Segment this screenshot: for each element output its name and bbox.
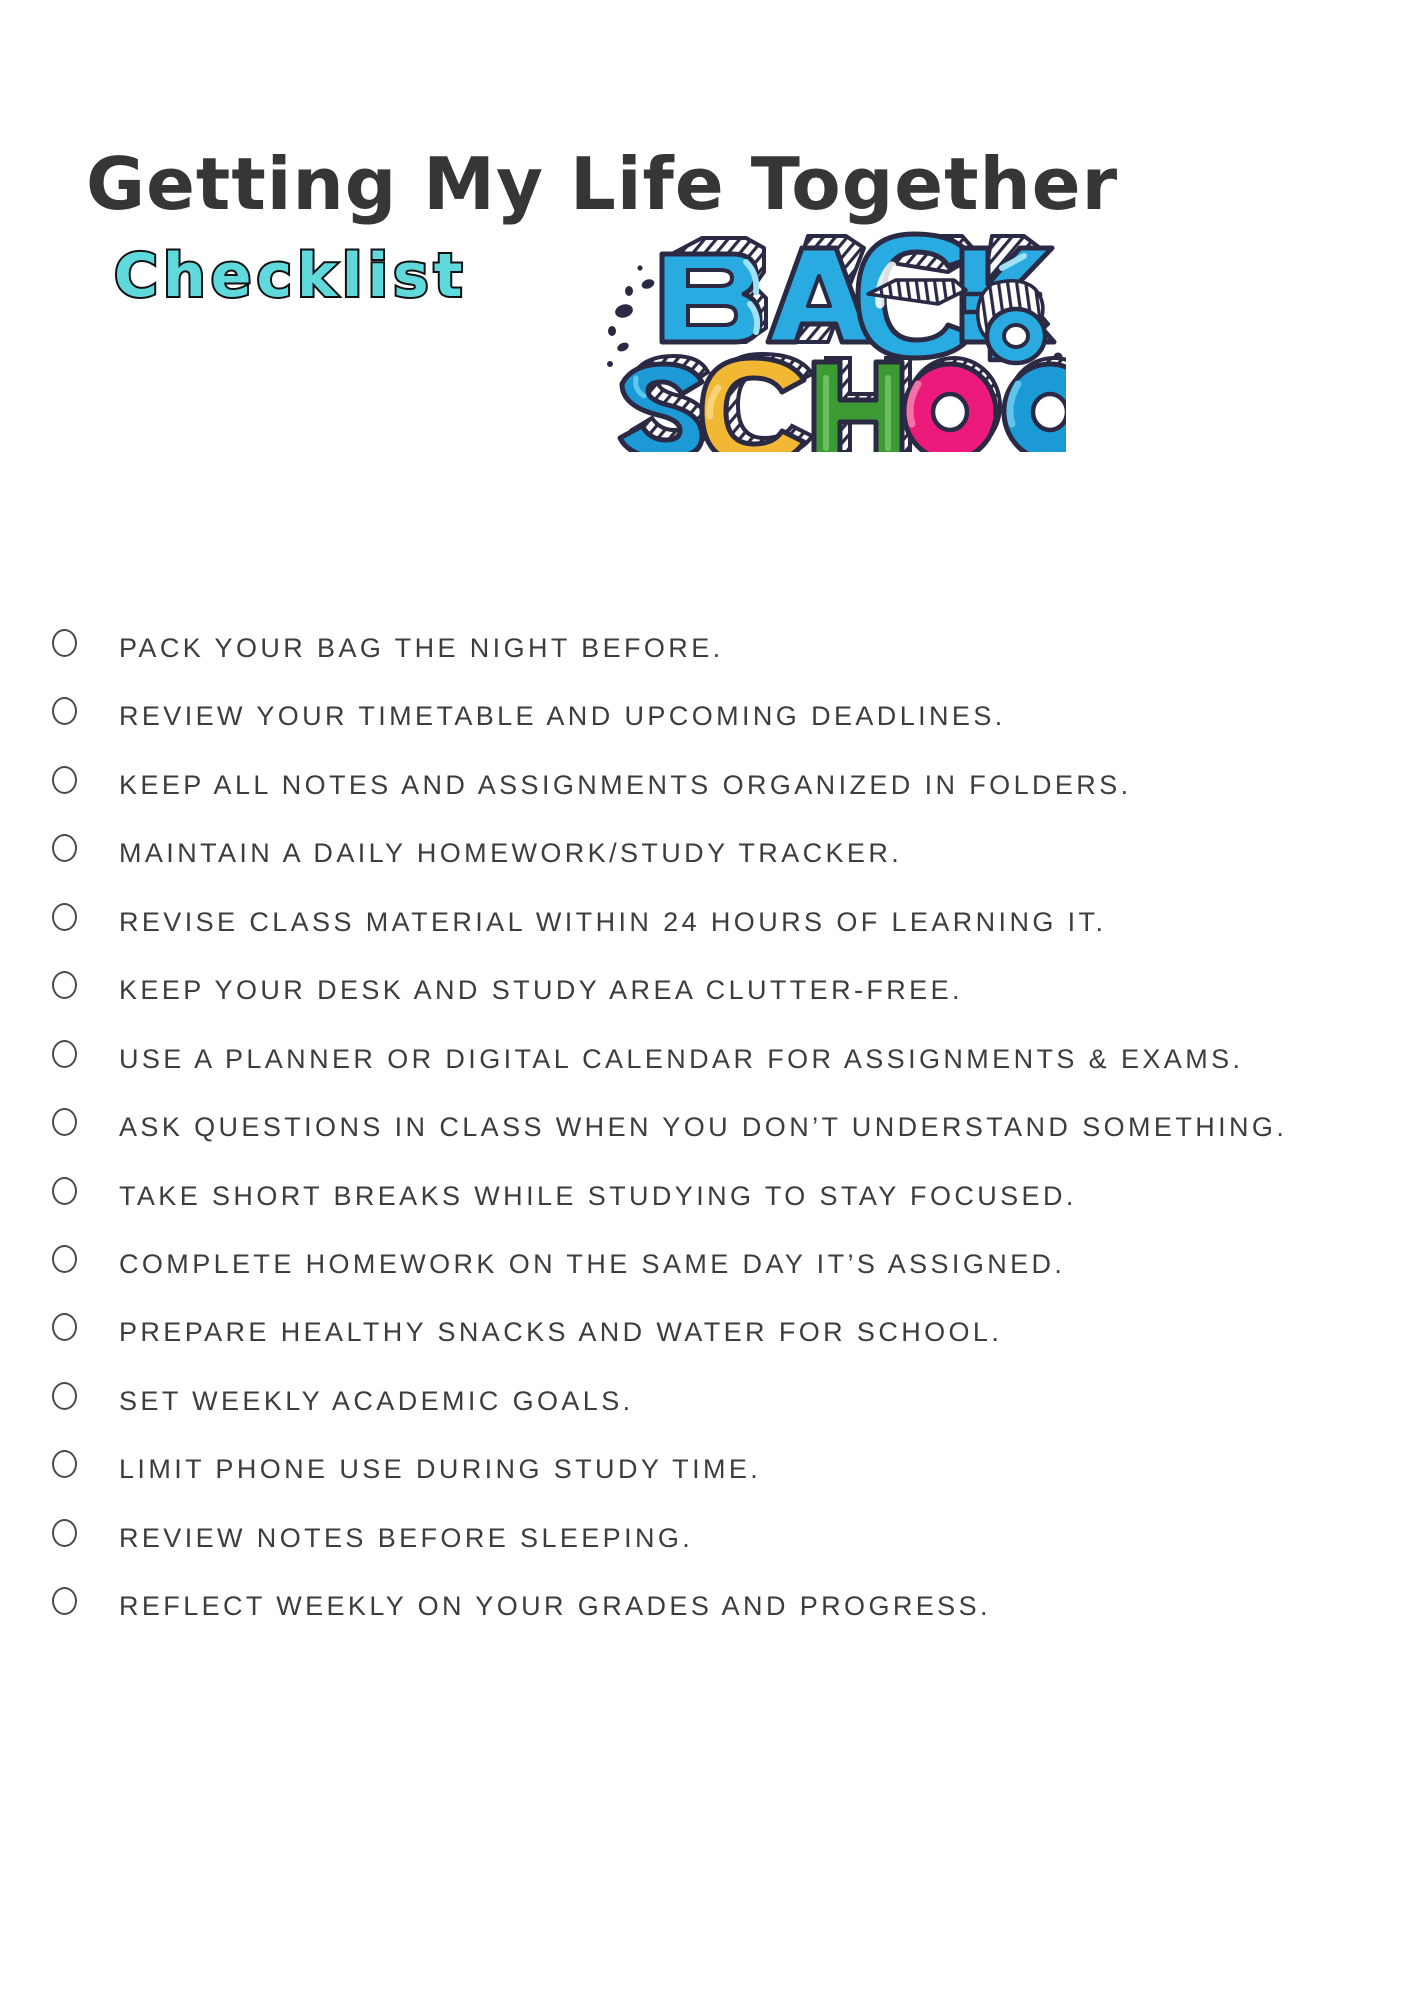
checkbox-icon[interactable] <box>52 766 77 794</box>
list-item[interactable] <box>52 1309 1352 1355</box>
list-item-label: USE A PLANNER OR DIGITAL CALENDAR FOR ASSIGNMENTS & EXAMS. <box>119 1043 1244 1074</box>
checkbox-icon[interactable] <box>52 1450 77 1478</box>
ink-splatter-icon <box>607 265 656 367</box>
letter-b <box>662 238 766 342</box>
list-item-label: PACK YOUR BAG THE NIGHT BEFORE. <box>119 633 724 663</box>
list-item[interactable] <box>52 1515 1352 1561</box>
checkbox-icon[interactable] <box>52 834 77 862</box>
checkbox-icon[interactable] <box>52 697 77 725</box>
page-header <box>0 0 1414 600</box>
list-item[interactable] <box>52 1173 1352 1219</box>
list-item-label: KEEP YOUR DESK AND STUDY AREA CLUTTER-FREE. <box>119 975 963 1006</box>
list-item[interactable] <box>52 967 1352 1013</box>
list-item[interactable] <box>52 899 1352 945</box>
page-subtitle: Checklist <box>114 241 468 311</box>
list-item[interactable] <box>52 762 1352 808</box>
back-to-school-badge <box>596 212 1066 452</box>
letter-s <box>620 356 708 452</box>
list-item-label: LIMIT PHONE USE DURING STUDY TIME. <box>119 1454 762 1485</box>
list-item-label: SET WEEKLY ACADEMIC GOALS. <box>119 1385 634 1416</box>
checklist-items <box>52 625 1352 1652</box>
page-title: Getting My Life Together <box>86 142 1119 226</box>
list-item-label: TAKE SHORT BREAKS WHILE STUDYING TO STAY FOCUSED. <box>119 1180 1077 1211</box>
letter-o1 <box>904 358 1000 452</box>
list-item-label: REFLECT WEEKLY ON YOUR GRADES AND PROGRESS. <box>119 1591 991 1622</box>
list-item-label: REVIEW YOUR TIMETABLE AND UPCOMING DEADLINES. <box>119 701 1006 732</box>
letter-o2 <box>1004 358 1066 452</box>
list-item-label: KEEP ALL NOTES AND ASSIGNMENTS ORGANIZED IN FOLDERS. <box>119 769 1132 800</box>
checkbox-icon[interactable] <box>52 1108 77 1136</box>
checkbox-icon[interactable] <box>52 1040 77 1068</box>
letter-c2 <box>702 354 812 452</box>
list-item[interactable] <box>52 693 1352 739</box>
list-item[interactable] <box>52 1104 1352 1150</box>
checkbox-icon[interactable] <box>52 1587 77 1615</box>
list-item-label: REVISE CLASS MATERIAL WITHIN 24 HOURS OF LEARNING IT. <box>119 906 1107 937</box>
list-item-label: PREPARE HEALTHY SNACKS AND WATER FOR SCHOOL. <box>119 1317 1003 1348</box>
letter-h <box>814 358 910 452</box>
list-item[interactable] <box>52 1241 1352 1287</box>
list-item[interactable] <box>52 1446 1352 1492</box>
list-item[interactable] <box>52 1036 1352 1082</box>
list-item[interactable] <box>52 1583 1352 1629</box>
checkbox-icon[interactable] <box>52 1519 77 1547</box>
checkbox-icon[interactable] <box>52 971 77 999</box>
checkbox-icon[interactable] <box>52 629 77 657</box>
list-item[interactable] <box>52 1378 1352 1424</box>
list-item-label: MAINTAIN A DAILY HOMEWORK/STUDY TRACKER. <box>119 838 903 869</box>
checkbox-icon[interactable] <box>52 1245 77 1273</box>
list-item-label: ASK QUESTIONS IN CLASS WHEN YOU DON’T UNDERSTAND SOMETHING. <box>119 1112 1288 1143</box>
checkbox-icon[interactable] <box>52 1177 77 1205</box>
checkbox-icon[interactable] <box>52 903 77 931</box>
list-item[interactable] <box>52 625 1352 671</box>
list-item[interactable] <box>52 830 1352 876</box>
letter-a <box>768 236 870 342</box>
list-item-label: COMPLETE HOMEWORK ON THE SAME DAY IT’S ASSIGNED. <box>119 1248 1066 1279</box>
checkbox-icon[interactable] <box>52 1382 77 1410</box>
list-item-label: REVIEW NOTES BEFORE SLEEPING. <box>119 1522 694 1553</box>
checkbox-icon[interactable] <box>52 1313 77 1341</box>
